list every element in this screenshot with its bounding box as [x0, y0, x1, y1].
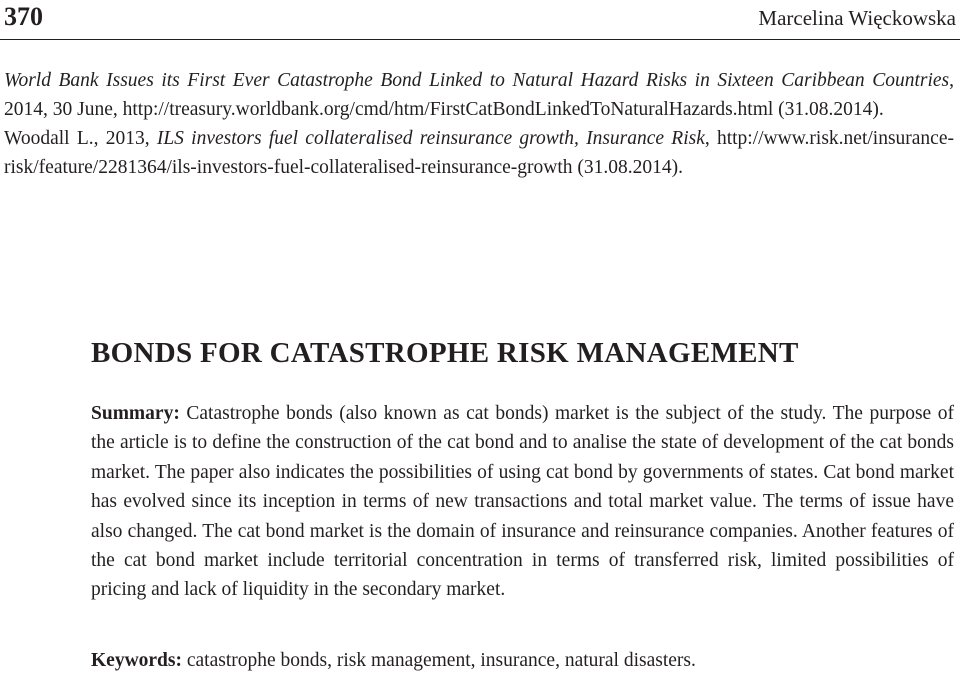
running-header	[0, 0, 960, 40]
reference-author: Woodall L.	[4, 128, 94, 149]
reference-year: , 2013,	[93, 128, 157, 149]
summary-label: Summary:	[91, 403, 180, 424]
keywords-label: Keywords:	[91, 650, 182, 671]
page-number: 370	[4, 2, 43, 31]
reference-item	[4, 66, 954, 124]
reference-details: , 2014, 30 June, http://treasury.worldbank.org/cmd/htm/FirstCatBondLinkedToNaturalHazards.html (31.08.2014).	[4, 70, 954, 120]
header-rule	[0, 39, 960, 40]
article-title: BONDS FOR CATASTROPHE RISK MANAGEMENT	[91, 337, 799, 369]
keywords-text: catastrophe bonds, risk management, insurance, natural disasters.	[186, 650, 696, 671]
summary-text: Catastrophe bonds (also known as cat bonds) market is the subject of the study. The purpose of the article is to define the construction of the cat bond and to analise the state of development of the cat bonds market. The paper also indicates the possibilities of using cat bond by governments of states. Cat bond market has evolved since its inception in terms of new transactions and total market value. The terms of issue have also changed. The cat bond market is the domain of insurance and reinsurance companies. Another features of the cat bond market include territorial concentration in terms of transferred risk, limited possibilities of pricing and lack of liquidity in the secondary market.	[91, 403, 955, 601]
reference-list	[4, 66, 954, 182]
reference-details: , http://www.risk.net/insurance-risk/feature/2281364/ils-investors-fuel-collateralised-reinsurance-growth (31.08.2014).	[4, 128, 954, 178]
running-author: Marcelina Więckowska	[758, 6, 956, 30]
keywords-line	[91, 646, 696, 675]
reference-item	[4, 124, 954, 182]
reference-title: World Bank Issues its First Ever Catastrophe Bond Linked to Natural Hazard Risks in Sixteen Caribbean Countries	[4, 70, 950, 91]
reference-title: ILS investors fuel collateralised reinsurance growth, Insurance Risk	[156, 128, 705, 149]
summary-paragraph	[91, 399, 954, 605]
